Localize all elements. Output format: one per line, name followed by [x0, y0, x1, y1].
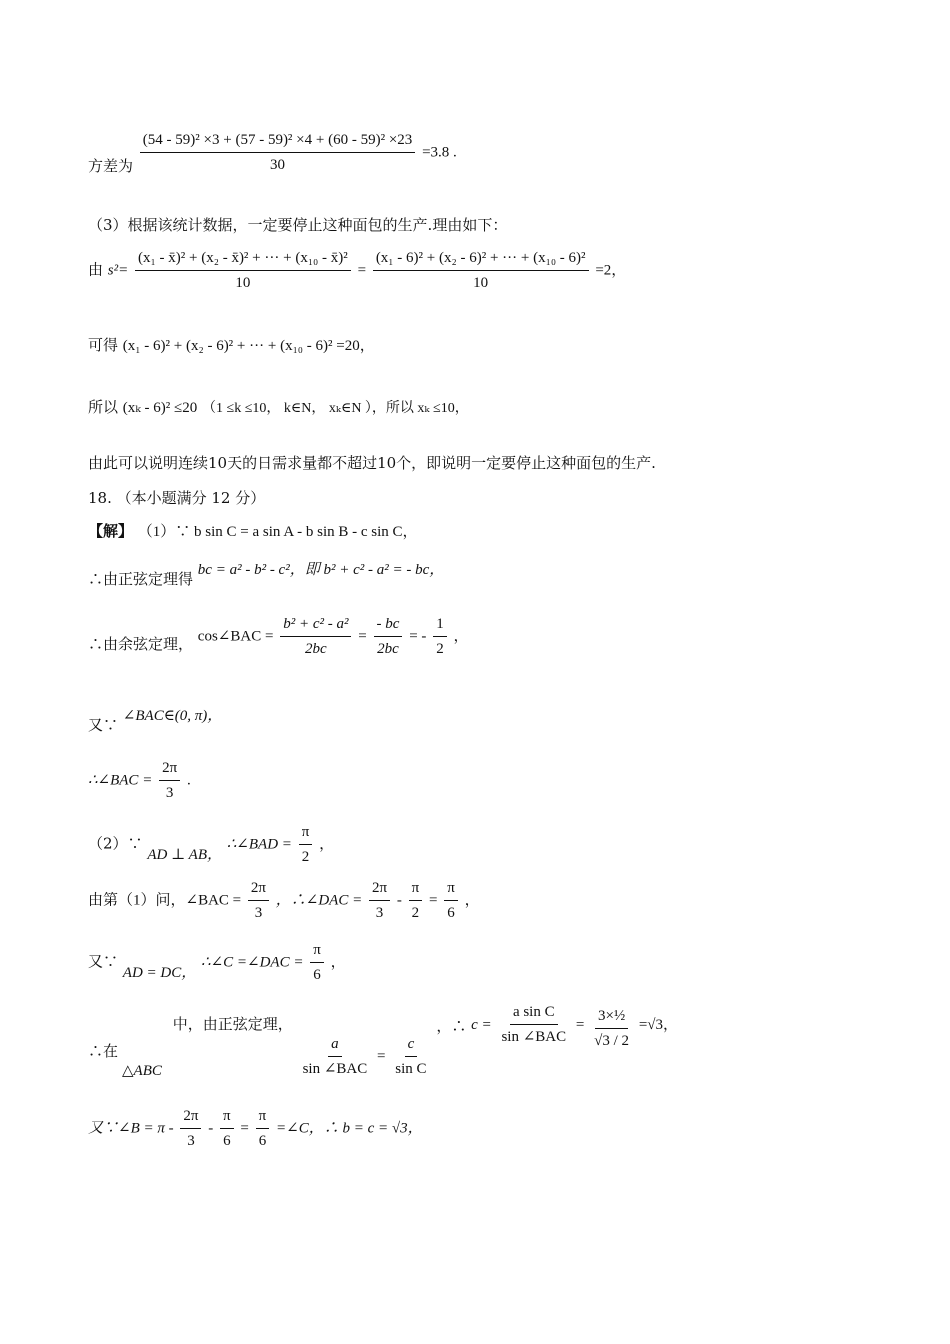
p2-bad-fraction [299, 822, 313, 867]
sol1-line [88, 520, 418, 541]
variance-label: 方差为 [88, 156, 134, 175]
s2-den-2: 10 [473, 275, 489, 291]
cos-line: ∴由余弦定理， cos∠BAC = $\frac{\text{b² + c² - a²}}{2bc}$ = $\frac{- bc}{2bc}$ = - $\frac{1}{2}$ ， [88, 616, 469, 657]
sl-comma: ，∴ [436, 1018, 467, 1035]
b-n1: 2π [180, 1106, 201, 1129]
dac-end: ， [464, 892, 480, 909]
c-fraction [310, 940, 324, 985]
b-line [88, 1106, 423, 1151]
sol1-expr: （1）∵ b sin C = a sin A - b sin B - c sin C， [137, 524, 418, 540]
cos-fraction-2 [374, 614, 403, 659]
variance-denominator: 30 [270, 157, 286, 173]
also-label: 又∵ [88, 716, 119, 734]
s2-fraction-2 [373, 248, 589, 293]
cos-fraction-1 [280, 614, 351, 659]
cv-d: sin ∠BAC [501, 1029, 567, 1045]
p2-perp: AD ⊥ AB， [147, 846, 222, 863]
b-d1: 3 [187, 1133, 195, 1149]
dac-n4: π [444, 878, 458, 901]
s2-line [88, 248, 626, 293]
range-expr: ∠BAC∈(0, π)， [122, 708, 223, 724]
b-f3 [256, 1106, 270, 1151]
dac-line [88, 878, 480, 923]
bac-end: . [186, 772, 191, 789]
cos-den-3: 2 [436, 641, 444, 657]
s2-num-1: (x₁ - x̄)² + (x₂ - x̄)² + ··· + (x₁₀ - x̄)² [135, 248, 351, 271]
conclusion: 由此可以说明连续10天的日需求量都不超过10个，即说明一定要停止这种面包的生产. [88, 454, 656, 472]
dac-label: 由第（1）问，∠BAC = [88, 892, 242, 909]
dac-n1: 2π [248, 878, 269, 901]
dac-d4: 6 [447, 905, 455, 921]
bac-line [88, 758, 191, 803]
b-end: =∠C，∴ b = c = √3， [276, 1120, 423, 1137]
dac-mid: ，∴∠DAC = [275, 892, 363, 909]
dac-n3: π [409, 878, 423, 901]
part3-intro: （3）根据该统计数据，一定要停止这种面包的生产.理由如下： [88, 216, 508, 234]
p2-end: ， [319, 836, 335, 853]
sl-fraction-1 [300, 1034, 371, 1079]
b-label: 又∵∠B = π - [88, 1120, 174, 1137]
variance-result: =3.8 . [422, 144, 457, 161]
c-line [88, 940, 346, 985]
sl-n1: a [328, 1034, 342, 1057]
variance-line [88, 130, 457, 175]
triangle-label: △ABC [122, 1063, 162, 1079]
also2-label: 又∵ [88, 952, 119, 971]
sl-d1: sin ∠BAC [302, 1061, 368, 1077]
sl-fraction-2 [392, 1034, 429, 1079]
c-num: π [310, 940, 324, 963]
dac-f3 [409, 878, 423, 923]
cos-label: ∴由余弦定理， [88, 634, 194, 653]
b-n3: π [256, 1106, 270, 1129]
dac-d3: 2 [411, 905, 420, 921]
p2-line [88, 822, 334, 867]
dac-f4 [444, 878, 458, 923]
b-f1 [180, 1106, 201, 1151]
variance-fraction [140, 130, 416, 175]
s2-eq: = [357, 262, 367, 279]
bac-label: ∴∠BAC = [88, 772, 153, 789]
cos-num-2: - bc [374, 614, 403, 637]
sine-law-expr: bc = a² - b² - c²，即 b² + c² - a² = - bc， [197, 562, 445, 578]
cos-neg: = - [409, 628, 427, 645]
dac-f1 [248, 878, 269, 923]
get-expr: (x₁ - 6)² + (x₂ - 6)² + ··· + (x₁₀ - 6)² =20， [122, 338, 375, 354]
ad-dc: AD = DC， [122, 964, 197, 981]
in-mid: 中，由正弦定理， [172, 1014, 293, 1033]
b-minus: - [208, 1120, 214, 1137]
p2-bad-den: 2 [301, 849, 310, 865]
dac-d1: 3 [254, 905, 263, 921]
cos-num-3: 1 [433, 614, 447, 637]
s2-result: =2， [595, 262, 627, 279]
c-den: 6 [313, 967, 321, 983]
variance-numerator: (54 - 59)² ×3 + (57 - 59)² ×4 + (60 - 59)² ×23 [140, 130, 416, 153]
so-line [88, 396, 469, 417]
get-line [88, 334, 375, 355]
sl-eq: = [377, 1048, 386, 1065]
dac-minus: - [396, 892, 402, 909]
p2-bad-num: π [299, 822, 313, 845]
q18-header: 18. （本小题满分 12 分） [88, 489, 266, 507]
b-d2: 6 [223, 1133, 231, 1149]
range-line [88, 704, 223, 734]
p2-bad: ∴∠BAD = [226, 836, 292, 853]
sl-n2: c [405, 1034, 418, 1057]
p2-label: （2）∵ [88, 834, 143, 853]
so-cond: （1 ≤k ≤10， k∈N， xₖ∈N ），所以 xₖ ≤10， [202, 401, 469, 416]
cos-fraction-3 [433, 614, 447, 659]
cos-lhs: cos∠BAC = [197, 628, 274, 645]
from-label: 由 [88, 260, 104, 279]
cos-den-1: 2bc [305, 641, 327, 657]
dac-d2: 3 [375, 905, 384, 921]
cos-num-1: b² + c² - a² [280, 614, 351, 637]
bac-num: 2π [159, 758, 180, 781]
bac-den: 3 [165, 785, 174, 801]
sine-law-label: ∴由正弦定理得 [88, 570, 194, 588]
s2-lhs: s²= [107, 262, 129, 279]
b-d3: 6 [258, 1133, 267, 1149]
cv-n: a sin C [510, 1002, 558, 1025]
dac-eq: = [429, 892, 438, 909]
law-line [88, 1004, 679, 1080]
cos-den-2: 2bc [377, 641, 399, 657]
dac-n2: 2π [369, 878, 390, 901]
cv-res: =√3， [638, 1016, 679, 1033]
dac-f2 [369, 878, 390, 923]
b-n2: π [220, 1106, 234, 1129]
so-label: 所以 [88, 398, 119, 416]
cv-eq: = [575, 1016, 585, 1033]
cv-fraction [498, 1002, 569, 1047]
cv-d2: √3 / 2 [594, 1033, 630, 1049]
get-label: 可得 [88, 336, 119, 354]
bac-fraction [159, 758, 180, 803]
c-is: c = [471, 1016, 492, 1033]
s2-num-2: (x₁ - 6)² + (x₂ - 6)² + ··· + (x₁₀ - 6)² [373, 248, 589, 271]
b-f2 [220, 1106, 234, 1151]
s2-fraction-1 [135, 248, 351, 293]
c-end: ， [330, 954, 346, 971]
sl-d2: sin C [395, 1061, 427, 1077]
sol-tag: 【解】 [88, 522, 134, 540]
b-eq: = [240, 1120, 249, 1137]
cv-n2: 3×½ [595, 1006, 628, 1029]
in-label: ∴在 [88, 1042, 119, 1060]
s2-den-1: 10 [235, 275, 251, 291]
sine-law-line [88, 558, 445, 588]
so-expr: (xₖ - 6)² ≤20 [122, 400, 198, 416]
c-dac: ∴∠C =∠DAC = [201, 954, 304, 971]
cv-fraction-2 [591, 1006, 632, 1051]
